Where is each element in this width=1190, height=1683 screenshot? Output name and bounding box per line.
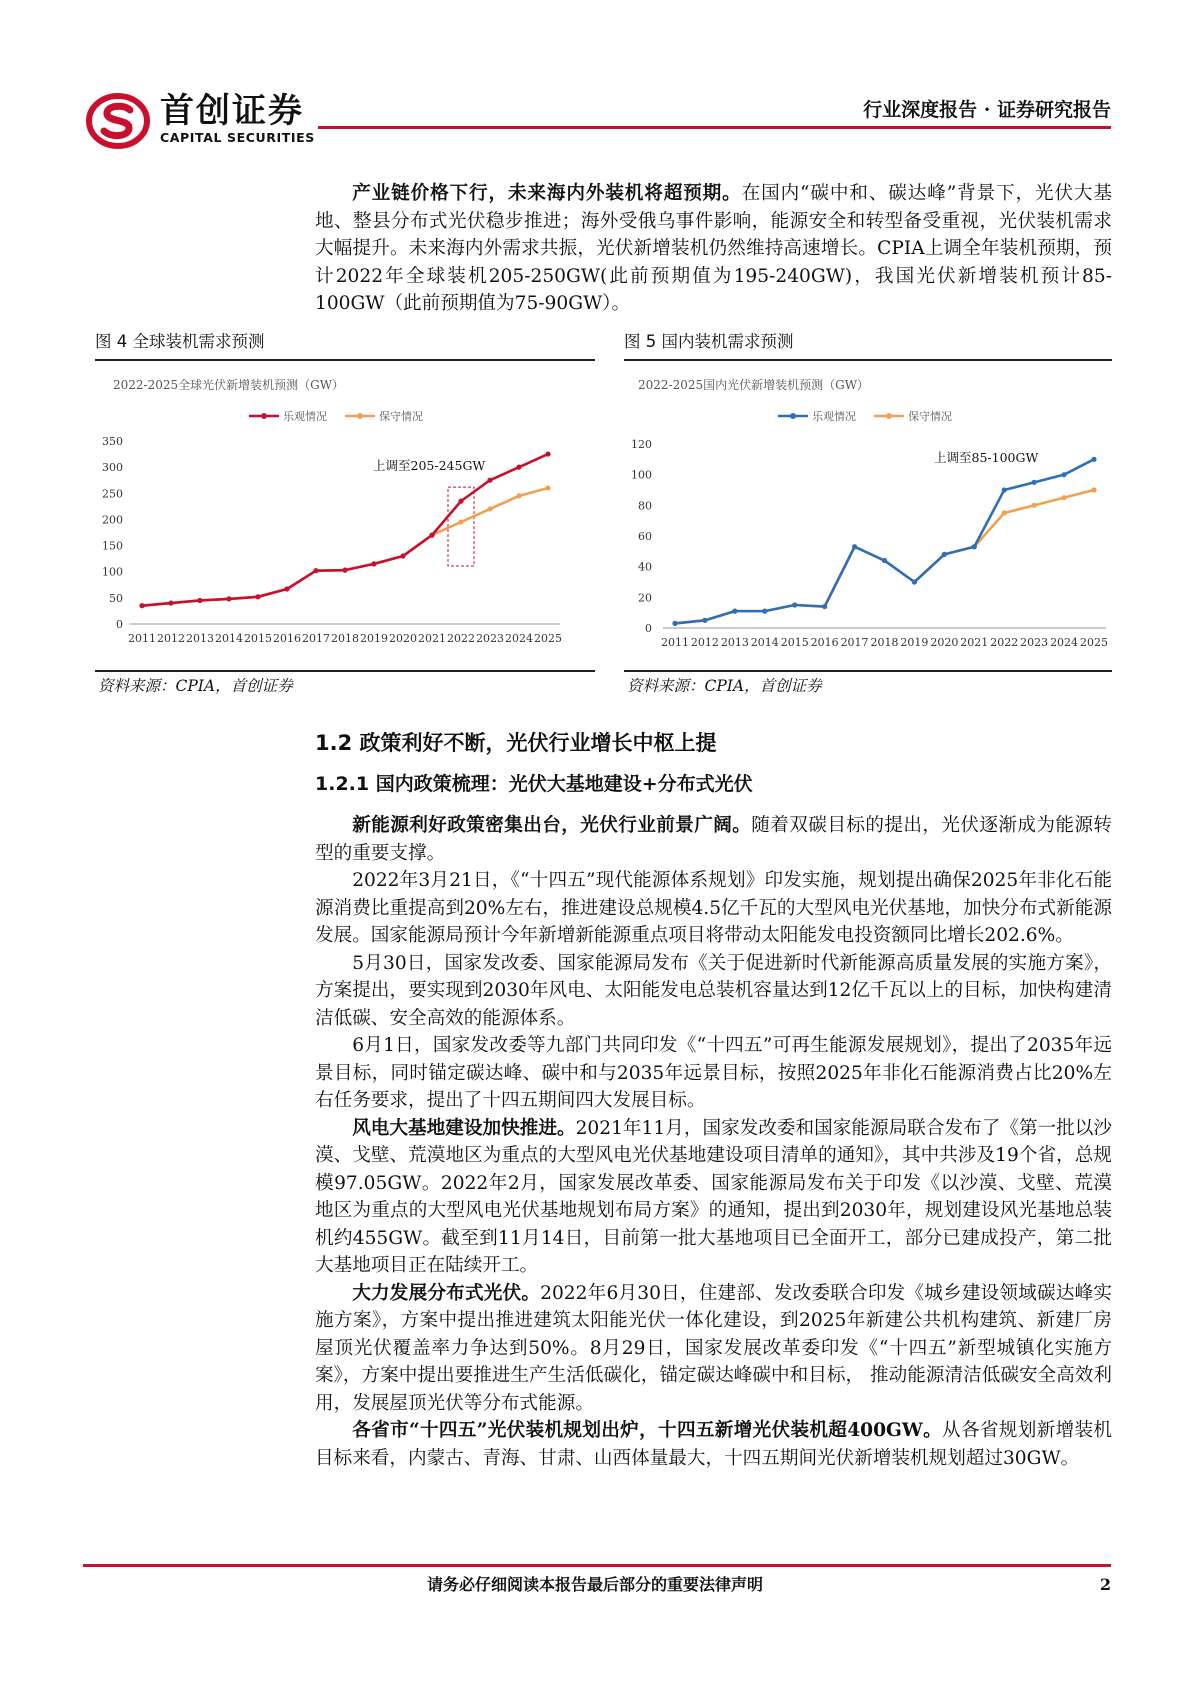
- y-axis-ticks: [631, 438, 652, 635]
- header-divider: [318, 126, 1111, 129]
- y-tick-label: 200: [102, 513, 123, 527]
- data-point: [429, 533, 434, 538]
- legend-label-optimistic: 乐观情况: [283, 410, 327, 423]
- chart-legend: [778, 409, 952, 423]
- x-tick-label: 2016: [810, 636, 839, 649]
- x-tick-label: 2020: [389, 632, 417, 645]
- data-point: [1032, 480, 1037, 485]
- data-point: [487, 506, 492, 511]
- paragraph-large-base: [315, 1115, 1112, 1280]
- data-point: [972, 544, 977, 549]
- data-point: [762, 609, 767, 614]
- y-tick-label: 60: [638, 530, 652, 543]
- legend-marker-conservative: [357, 413, 363, 419]
- x-tick-label: 2018: [870, 636, 899, 649]
- domestic-installation-forecast-chart: [624, 364, 1112, 664]
- paragraph-distributed-pv: [315, 1280, 1112, 1418]
- legend-marker-conservative: [886, 413, 892, 419]
- paragraph-energy-plan: 2022年3月21日，《“十四五”现代能源体系规划》印发实施，规划提出确保2025年非化石能源消费比重提高到20%左右，推进建设总规模4.5亿千瓦的大型风电光伏基地，加快分布式新能源发展。国家能源局预计今年新增新能源重点项目将带动太阳能发电投资额同比增长202.6%。: [315, 870, 1112, 946]
- paragraph-lead: 风电大基地建设加快推进。: [352, 1117, 576, 1139]
- series-line-0: [142, 454, 548, 606]
- data-point: [882, 558, 887, 563]
- intro-lead: 产业链价格下行，未来海内外装机将超预期。: [352, 183, 742, 204]
- legal-notice: 请务必仔细阅读本报告最后部分的重要法律声明: [426, 1575, 763, 1594]
- data-point: [732, 609, 737, 614]
- chart-series: [139, 451, 550, 608]
- series-line-1: [142, 488, 548, 606]
- chart-title: 2022-2025国内光伏新增装机预测（GW）: [638, 378, 870, 392]
- y-tick-label: 20: [638, 591, 652, 605]
- x-tick-label: 2015: [780, 636, 809, 649]
- paragraph-provincial-plans: [315, 1417, 1112, 1472]
- footer-divider: [83, 1564, 1111, 1567]
- intro-body: 在国内“碳中和、碳达峰”背景下，光伏大基地、整县分布式光伏稳步推进；海外受俄乌事件影响，能源安全和转型备受重视，光伏装机需求大幅提升。未来海内外需求共振，光伏新增装机仍然维持高速增长。CPIA上调全年装机预期，预计2022年全球装机205-250GW(此前预期值为195-240GW)，我国光伏新增装机预计85-100GW（此前预期值为75-90GW）。: [315, 183, 1112, 314]
- x-tick-label: 2022: [990, 636, 1019, 649]
- data-point: [400, 553, 405, 558]
- chart-title: 2022-2025全球光伏新增装机预测（GW）: [113, 378, 345, 392]
- x-tick-label: 2013: [720, 636, 749, 649]
- figure-4-top-rule: [95, 359, 595, 361]
- x-tick-label: 2025: [1080, 636, 1108, 649]
- data-point: [168, 600, 173, 605]
- x-tick-label: 2012: [690, 636, 719, 649]
- x-tick-label: 2023: [476, 632, 504, 645]
- paragraph-new-energy-plan: 5月30日，国家发改委、国家能源局发布《关于促进新时代新能源高质量发展的实施方案》，方案提出，要实现到2030年风电、太阳能发电总装机容量达到12亿千瓦以上的目标，加快构建清洁低碳、安全高效的能源体系。: [315, 952, 1112, 1029]
- x-tick-label: 2020: [930, 636, 959, 649]
- x-tick-label: 2024: [1050, 636, 1079, 649]
- legend-marker-optimistic: [261, 413, 267, 419]
- data-point: [139, 603, 144, 608]
- intro-section: [315, 180, 1112, 318]
- y-tick-label: 150: [102, 539, 123, 553]
- data-point: [545, 451, 550, 456]
- paragraph-lead: 大力发展分布式光伏。: [352, 1282, 541, 1304]
- data-point: [342, 568, 347, 573]
- section-heading-1-2: 1.2 政策利好不断，光伏行业增长中枢上提: [315, 731, 717, 755]
- data-point: [516, 465, 521, 470]
- policy-section-body: [315, 812, 1112, 1472]
- intro-paragraph: [315, 180, 1112, 318]
- global-installation-forecast-chart: [95, 364, 595, 664]
- figure-5-source: 资料来源：CPIA，首创证券: [627, 677, 822, 695]
- paragraph-lead: 各省市“十四五”光伏装机规划出炉，十四五新增光伏装机超400GW。: [352, 1420, 943, 1441]
- x-tick-label: 2014: [215, 632, 243, 645]
- legend-label-optimistic: 乐观情况: [812, 410, 856, 423]
- page-number: 2: [1099, 1575, 1111, 1594]
- data-point: [1061, 495, 1066, 500]
- paragraph-body: 随着双碳目标的提出，光伏逐渐成为能源转型的重要支撑。: [315, 815, 1112, 864]
- x-tick-label: 2022: [447, 632, 475, 645]
- figure-5-bottom-rule: [624, 670, 1112, 672]
- figure-4-bottom-rule: [95, 670, 595, 672]
- y-axis-ticks: [102, 435, 123, 631]
- x-tick-label: 2012: [157, 632, 185, 645]
- x-tick-label: 2011: [661, 636, 689, 649]
- x-tick-label: 2016: [273, 632, 301, 645]
- x-tick-label: 2017: [840, 636, 869, 649]
- data-point: [1061, 472, 1066, 477]
- data-point: [672, 621, 677, 626]
- paragraph-body: 2022年6月30日，住建部、发改委联合印发《城乡建设领域碳达峰实施方案》，方案中提出推进建筑太阳能光伏一体化建设，到2025年新建公共机构建筑、新建厂房屋顶光伏覆盖率力争达到50%。8月29日，国家发展改革委印发《“十四五”新型城镇化实施方案》，方案中提出要推进生产生活低碳化，锚定碳达峰碳中和目标， 推动能源清洁低碳安全高效利用，发展屋顶光伏等分布式能源。: [315, 1282, 1112, 1414]
- data-point: [1032, 503, 1037, 508]
- data-point: [197, 598, 202, 603]
- legend-label-conservative: 保守情况: [379, 410, 423, 423]
- y-tick-label: 350: [102, 435, 123, 448]
- x-tick-label: 2021: [960, 636, 989, 649]
- x-axis-ticks: [661, 636, 1108, 649]
- y-tick-label: 50: [109, 591, 123, 605]
- y-tick-label: 100: [102, 565, 123, 579]
- data-point: [458, 499, 463, 504]
- x-tick-label: 2013: [186, 632, 214, 645]
- x-tick-label: 2015: [244, 632, 272, 645]
- data-point: [792, 602, 797, 607]
- y-tick-label: 250: [102, 487, 123, 501]
- data-point: [1091, 487, 1096, 492]
- data-point: [284, 586, 289, 591]
- data-point: [545, 485, 550, 490]
- legend-label-conservative: 保守情况: [908, 410, 952, 423]
- x-tick-label: 2018: [331, 632, 359, 645]
- y-tick-label: 80: [638, 499, 652, 513]
- x-tick-label: 2024: [505, 632, 533, 645]
- report-type-label: 行业深度报告 · 证券研究报告: [863, 99, 1111, 121]
- data-point: [1002, 487, 1007, 492]
- data-point: [458, 519, 463, 524]
- section-heading-1-2-1: 1.2.1 国内政策梳理：光伏大基地建设+分布式光伏: [315, 773, 753, 795]
- x-tick-label: 2011: [128, 632, 156, 645]
- data-point: [822, 604, 827, 609]
- paragraph-renewable-plan: 6月1日，国家发改委等九部门共同印发《“十四五”可再生能源发展规划》，提出了2035年远景目标，同时锚定碳达峰、碳中和与2035年远景目标，按照2025年非化石能源消费占比20%左右任务要求，提出了十四五期间四大发展目标。: [315, 1035, 1112, 1111]
- y-tick-label: 300: [102, 461, 123, 475]
- figure-5-title: 图 5 国内装机需求预测: [624, 332, 794, 351]
- paragraph-body: 从各省规划新增装机目标来看，内蒙古、青海、甘肃、山西体量最大，十四五期间光伏新增装机规划超过30GW。: [315, 1420, 1112, 1469]
- series-line-1: [675, 490, 1094, 623]
- y-tick-label: 40: [638, 560, 652, 574]
- data-point: [255, 594, 260, 599]
- paragraph-lead: 新能源利好政策密集出台，光伏行业前景广阔。: [352, 815, 752, 836]
- figure-4-source: 资料来源：CPIA，首创证券: [98, 677, 293, 695]
- y-tick-label: 120: [631, 438, 652, 451]
- figure-5-top-rule: [624, 359, 1112, 361]
- x-tick-label: 2021: [418, 632, 446, 645]
- data-point: [313, 568, 318, 573]
- chart-annotation: 上调至85-100GW: [934, 450, 1039, 465]
- capital-securities-logo-icon: [86, 93, 150, 149]
- data-point: [371, 561, 376, 566]
- paragraph-policy-intro: [315, 812, 1112, 867]
- brand-name-cn: 首创证券: [160, 91, 304, 131]
- data-point: [1091, 457, 1096, 462]
- data-point: [226, 596, 231, 601]
- x-tick-label: 2019: [900, 636, 929, 649]
- chart-legend: [249, 409, 423, 423]
- legend-marker-optimistic: [790, 413, 796, 419]
- series-line-0: [675, 459, 1094, 623]
- data-point: [852, 544, 857, 549]
- y-tick-label: 0: [116, 618, 123, 631]
- x-tick-label: 2014: [750, 636, 779, 649]
- data-point: [702, 618, 707, 623]
- x-tick-label: 2019: [360, 632, 388, 645]
- chart-annotation: 上调至205-245GW: [373, 458, 486, 473]
- data-point: [487, 478, 492, 483]
- figure-4-title: 图 4 全球装机需求预测: [95, 332, 265, 351]
- y-tick-label: 0: [645, 622, 652, 635]
- x-tick-label: 2017: [302, 632, 330, 645]
- data-point: [516, 493, 521, 498]
- x-tick-label: 2023: [1020, 636, 1049, 649]
- x-tick-label: 2025: [534, 632, 562, 645]
- data-point: [942, 552, 947, 557]
- brand-name-en: CAPITAL SECURITIES: [160, 130, 315, 145]
- chart-series: [672, 457, 1096, 626]
- data-point: [912, 579, 917, 584]
- y-tick-label: 100: [631, 468, 652, 482]
- paragraph-body: 2021年11月，国家发改委和国家能源局联合发布了《第一批以沙漠、戈壁、荒漠地区为重点的大型风电光伏基地建设项目清单的通知》，其中共涉及19个省，总规模97.05GW。2022年2月，国家发展改革委、国家能源局发布关于印发《以沙漠、戈壁、荒漠地区为重点的大型风电光伏基地规划布局方案》的通知，提出到2030年，规划建设风光基地总装机约455GW。截至到11月14日，目前第一批大基地项目已全面开工，部分已建成投产，第二批大基地项目正在陆续开工。: [315, 1117, 1112, 1276]
- x-axis-ticks: [128, 632, 562, 645]
- data-point: [1002, 510, 1007, 515]
